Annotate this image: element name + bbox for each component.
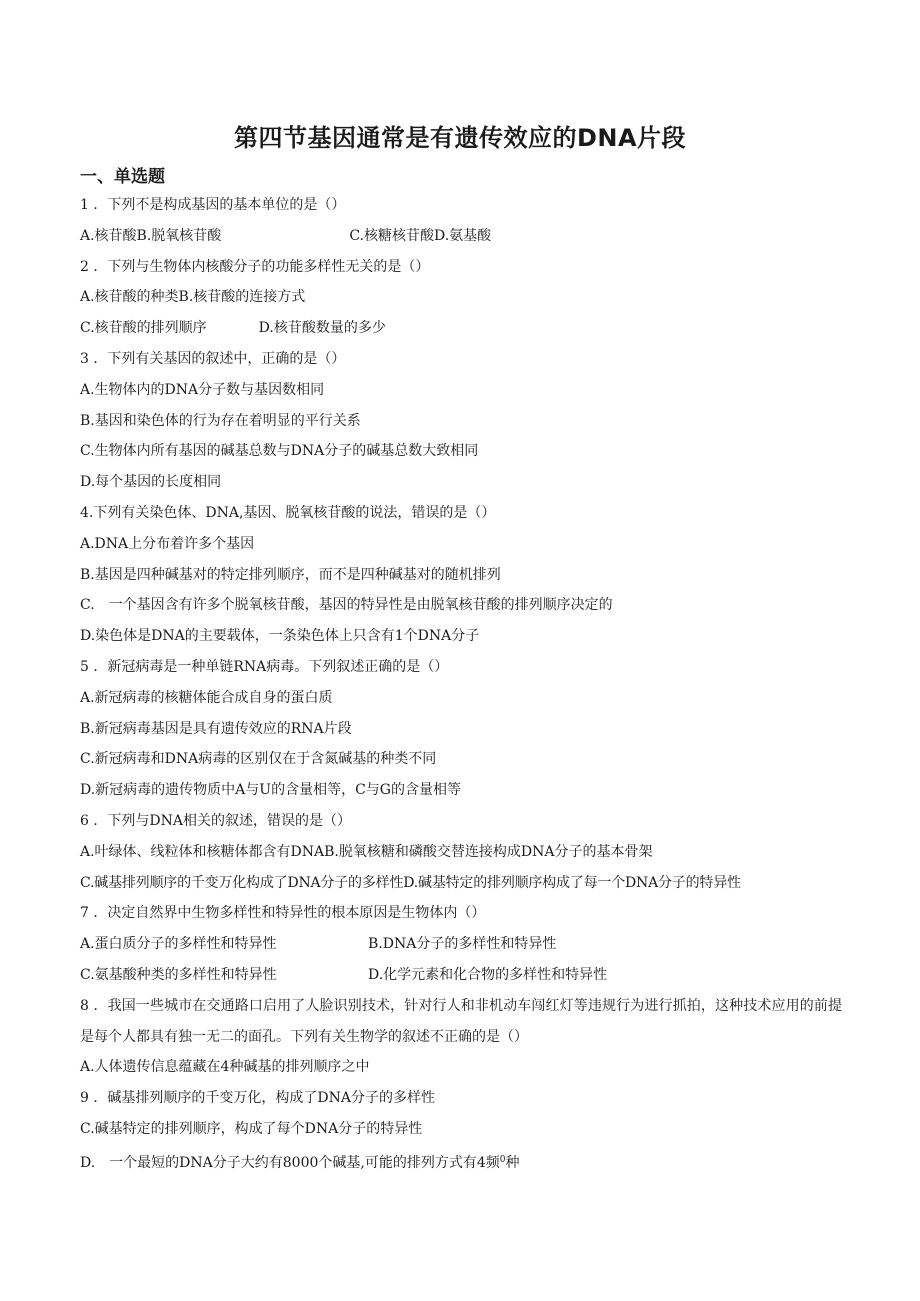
question-2: 2 ．下列与生物体内核酸分子的功能多样性无关的是（） (80, 258, 430, 275)
question-9: 9 ．碱基排列顺序的千变万化，构成了DNA分子的多样性 (80, 1090, 435, 1107)
question-9-option-d (80, 1145, 842, 1176)
option-d-end: 种 (505, 1154, 520, 1171)
section-heading: 一、单选题 (80, 167, 165, 187)
question-4-option-b: B.基因是四种碱基对的特定排列顺序，而不是四种碱基对的随机排列 (80, 566, 501, 583)
question-3-option-c: C.生物体内所有基因的碱基总数与DNA分子的碱基总数大致相同 (80, 443, 479, 460)
question-5: 5 ．新冠病毒是一种单链RNA病毒。下列叙述正确的是（） (80, 658, 449, 675)
option-c: C.氨基酸种类的多样性和特异性 (80, 966, 277, 983)
option-ab: A.核苷酸B.脱氧核苷酸 (80, 227, 222, 244)
option-cd: C.核糖核苷酸D.氨基酸 (349, 227, 492, 244)
question-8: 8 ．我国一些城市在交通路口启用了人脸识别技术，针对行人和非机动车闯红灯等违规行为进行抓拍，这种技术应用的前提是每个人都具有独一无二的面孔。下列有关生物学的叙述不正确的是（） (80, 997, 842, 1045)
question-5-option-a: A.新冠病毒的核糖体能合成自身的蛋白质 (80, 689, 333, 706)
option-c: C.核苷酸的排列顺序 (80, 320, 207, 337)
question-1-options (80, 221, 842, 252)
question-6-options-ab: A.叶绿体、线粒体和核糖体都含有DNAB.脱氧核糖和磷酸交替连接构成DNA分子的基本骨架 (80, 843, 653, 860)
question-2-options-cd (80, 313, 842, 344)
question-5-option-d: D.新冠病毒的遗传物质中A与U的含量相等，C与G的含量相等 (80, 782, 461, 799)
question-1: 1 ．下列不是构成基因的基本单位的是（） (80, 197, 346, 213)
question-5-option-b: B.新冠病毒基因是具有遗传效应的RNA片段 (80, 720, 352, 737)
question-4: 4.下列有关染色体、DNA,基因、脱氧核苷酸的说法，错误的是（） (80, 504, 496, 521)
question-8-option-a: A.人体遗传信息蕴藏在4种碱基的排列顺序之中 (80, 1059, 370, 1076)
question-4-option-d: D.染色体是DNA的主要载体，一条染色体上只含有1个DNA分子 (80, 628, 480, 645)
question-5-option-c: C.新冠病毒和DNA病毒的区别仅在于含氮碱基的种类不同 (80, 751, 437, 768)
question-4-option-a: A.DNA上分布着许多个基因 (80, 535, 255, 552)
question-6: 6 ．下列与DNA相关的叙述，错误的是（） (80, 812, 351, 829)
question-3: 3 ．下列有关基因的叙述中，正确的是（） (80, 350, 346, 367)
option-d: D.化学元素和化合物的多样性和特异性 (368, 966, 608, 983)
option-b: B.DNA分子的多样性和特异性 (368, 936, 557, 953)
question-3-option-d: D.每个基因的长度相同 (80, 474, 222, 491)
question-list (80, 190, 842, 1176)
question-2-option-ab: A.核苷酸的种类B.核苷酸的连接方式 (80, 289, 306, 306)
question-9-option-c: C.碱基特定的排列顺序，构成了每个DNA分子的特异性 (80, 1120, 423, 1137)
question-7: 7 ．决定自然界中生物多样性和特异性的根本原因是生物体内（） (80, 905, 486, 922)
question-3-option-a: A.生物体内的DNA分子数与基因数相同 (80, 381, 325, 398)
option-a: A.蛋白质分子的多样性和特异性 (80, 936, 277, 953)
question-6-options-cd: C.碱基排列顺序的千变万化构成了DNA分子的多样性D.碱基特定的排列顺序构成了每一个DNA分子的特异性 (80, 874, 741, 891)
question-7-options-cd (80, 960, 842, 991)
question-4-option-c: C. 一个基因含有许多个脱氧核苷酸，基因的特异性是由脱氧核苷酸的排列顺序决定的 (80, 597, 613, 614)
option-d-superscript: 0 (499, 1154, 506, 1165)
option-d: D.核苷酸数量的多少 (258, 320, 386, 337)
page-title: 第四节基因通常是有遗传效应的DNA片段 (233, 124, 687, 152)
option-d-text: D. 一个最短的DNA分子大约有8000个碱基,可能的排列方式有4频 (80, 1154, 500, 1171)
question-3-option-b: B.基因和染色体的行为存在着明显的平行关系 (80, 412, 361, 429)
question-7-options-ab (80, 929, 842, 960)
